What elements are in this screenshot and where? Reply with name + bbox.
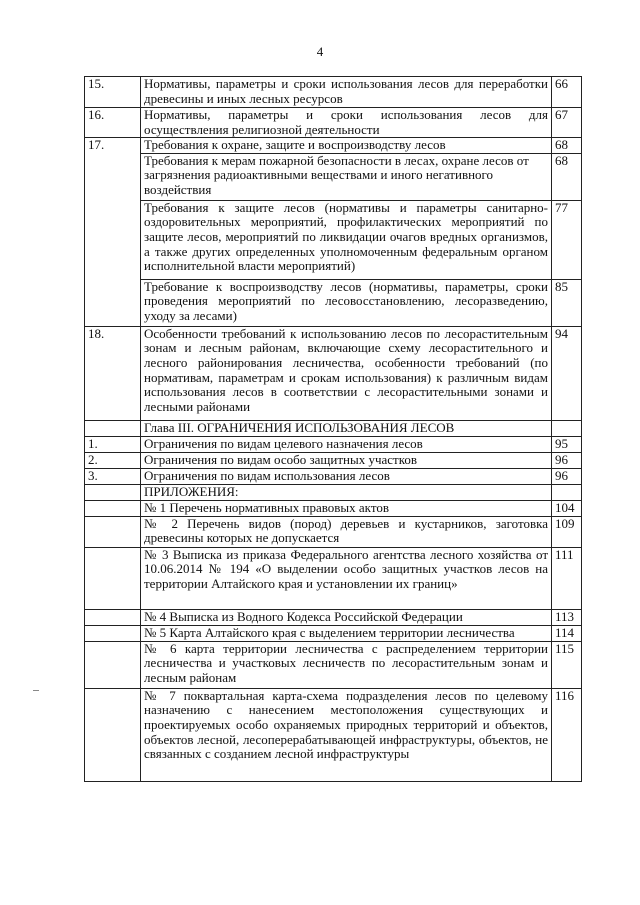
table-row	[85, 547, 582, 609]
row-number: 15.	[85, 77, 141, 108]
row-number: 1.	[85, 436, 141, 452]
row-number: 18.	[85, 326, 141, 420]
row-title: № 3 Выписка из приказа Федерального агентства лесного хозяйства от 10.06.2014 № 194 «О выделении особо защитных участков лесов на территории Алтайского края и установлении их границ»	[141, 547, 552, 609]
chapter-row	[85, 420, 582, 436]
row-page: 66	[552, 77, 582, 108]
row-number	[85, 641, 141, 688]
row-page: 109	[552, 516, 582, 547]
row-page	[552, 420, 582, 436]
table-row	[85, 452, 582, 468]
table-row	[85, 108, 582, 138]
row-title: № 1 Перечень нормативных правовых актов	[141, 500, 552, 516]
row-number	[85, 420, 141, 436]
row-number	[85, 484, 141, 500]
row-title: Требования к охране, защите и воспроизводству лесов	[141, 138, 552, 154]
chapter-title: Глава III. ОГРАНИЧЕНИЯ ИСПОЛЬЗОВАНИЯ ЛЕСОВ	[141, 420, 552, 436]
row-title: Ограничения по видам целевого назначения лесов	[141, 436, 552, 452]
table-row	[85, 516, 582, 547]
row-number	[85, 500, 141, 516]
table-row	[85, 279, 582, 326]
table-row	[85, 688, 582, 781]
table-row	[85, 200, 582, 279]
row-page: 111	[552, 547, 582, 609]
table-row	[85, 153, 582, 200]
row-title: Ограничения по видам использования лесов	[141, 468, 552, 484]
page-number: 4	[316, 44, 324, 59]
row-page: 116	[552, 688, 582, 781]
row-page: 115	[552, 641, 582, 688]
row-page: 113	[552, 609, 582, 625]
table-row	[85, 77, 582, 108]
table-row	[85, 609, 582, 625]
row-page: 96	[552, 468, 582, 484]
table-row	[85, 500, 582, 516]
row-title: Требования к защите лесов (нормативы и параметры санитарно-оздоровительных мероприятий, профилактических мероприятий по защите лесов, мероприятий по ликвидации очагов вредных организмов, а также других определенных уполномоченным федеральным органом исполнительной власти мероприятий)	[141, 200, 552, 279]
row-title: Особенности требований к использованию лесов по лесорастительным зонам и лесным районам, включающие схему лесорастительного и лесного районирования лесничества, особенности требований (по нормативам, параметрам и срокам использования) к различным видам использования лесов в соответствии с лесорастительными зонами и лесными районами	[141, 326, 552, 420]
row-number: 3.	[85, 468, 141, 484]
row-page: 114	[552, 625, 582, 641]
table-row	[85, 625, 582, 641]
row-title: Нормативы, параметры и сроки использования лесов для осуществления религиозной деятельности	[141, 108, 552, 138]
row-page: 96	[552, 452, 582, 468]
row-title: Требование к воспроизводству лесов (нормативы, параметры, сроки проведения мероприятий по лесовосстановлению, лесоразведению, уходу за лесами)	[141, 279, 552, 326]
row-page: 67	[552, 108, 582, 138]
row-number	[85, 625, 141, 641]
row-number	[85, 688, 141, 781]
table-row	[85, 326, 582, 420]
row-number	[85, 547, 141, 609]
table-row	[85, 138, 582, 154]
row-page: 94	[552, 326, 582, 420]
table-row	[85, 641, 582, 688]
row-title: № 5 Карта Алтайского края с выделением территории лесничества	[141, 625, 552, 641]
row-page: 104	[552, 500, 582, 516]
row-title: № 2 Перечень видов (пород) деревьев и кустарников, заготовка древесины которых не допускается	[141, 516, 552, 547]
row-number: 16.	[85, 108, 141, 138]
row-page: 85	[552, 279, 582, 326]
table-row	[85, 468, 582, 484]
row-page: 77	[552, 200, 582, 279]
row-title: № 4 Выписка из Водного Кодекса Российской Федерации	[141, 609, 552, 625]
appendices-row	[85, 484, 582, 500]
row-title: Нормативы, параметры и сроки использования лесов для переработки древесины и иных лесных ресурсов	[141, 77, 552, 108]
row-title: Ограничения по видам особо защитных участков	[141, 452, 552, 468]
row-number	[85, 516, 141, 547]
row-title: № 6 карта территории лесничества с распределением территории лесничества и участковых лесничеств по лесорастительным зонам и лесным районам	[141, 641, 552, 688]
row-number	[85, 609, 141, 625]
contents-table	[84, 76, 582, 782]
row-title: Требования к мерам пожарной безопасности в лесах, охране лесов от загрязнения радиоактивными веществами и иного негативного воздействия	[141, 153, 552, 200]
row-page: 95	[552, 436, 582, 452]
row-page	[552, 484, 582, 500]
row-page: 68	[552, 138, 582, 154]
row-number: 2.	[85, 452, 141, 468]
appendices-title: ПРИЛОЖЕНИЯ:	[141, 484, 552, 500]
row-title: № 7 поквартальная карта-схема подразделения лесов по целевому назначению с нанесением местоположения существующих и проектируемых особо охраняемых природных территорий и объектов, объектов лесной, лесоперерабатывающей инфраструктуры, объектов, не связанных с созданием лесной инфраструктуры	[141, 688, 552, 781]
row-page: 68	[552, 153, 582, 200]
row-number: 17.	[85, 138, 141, 327]
table-row	[85, 436, 582, 452]
scan-mark	[33, 690, 39, 691]
